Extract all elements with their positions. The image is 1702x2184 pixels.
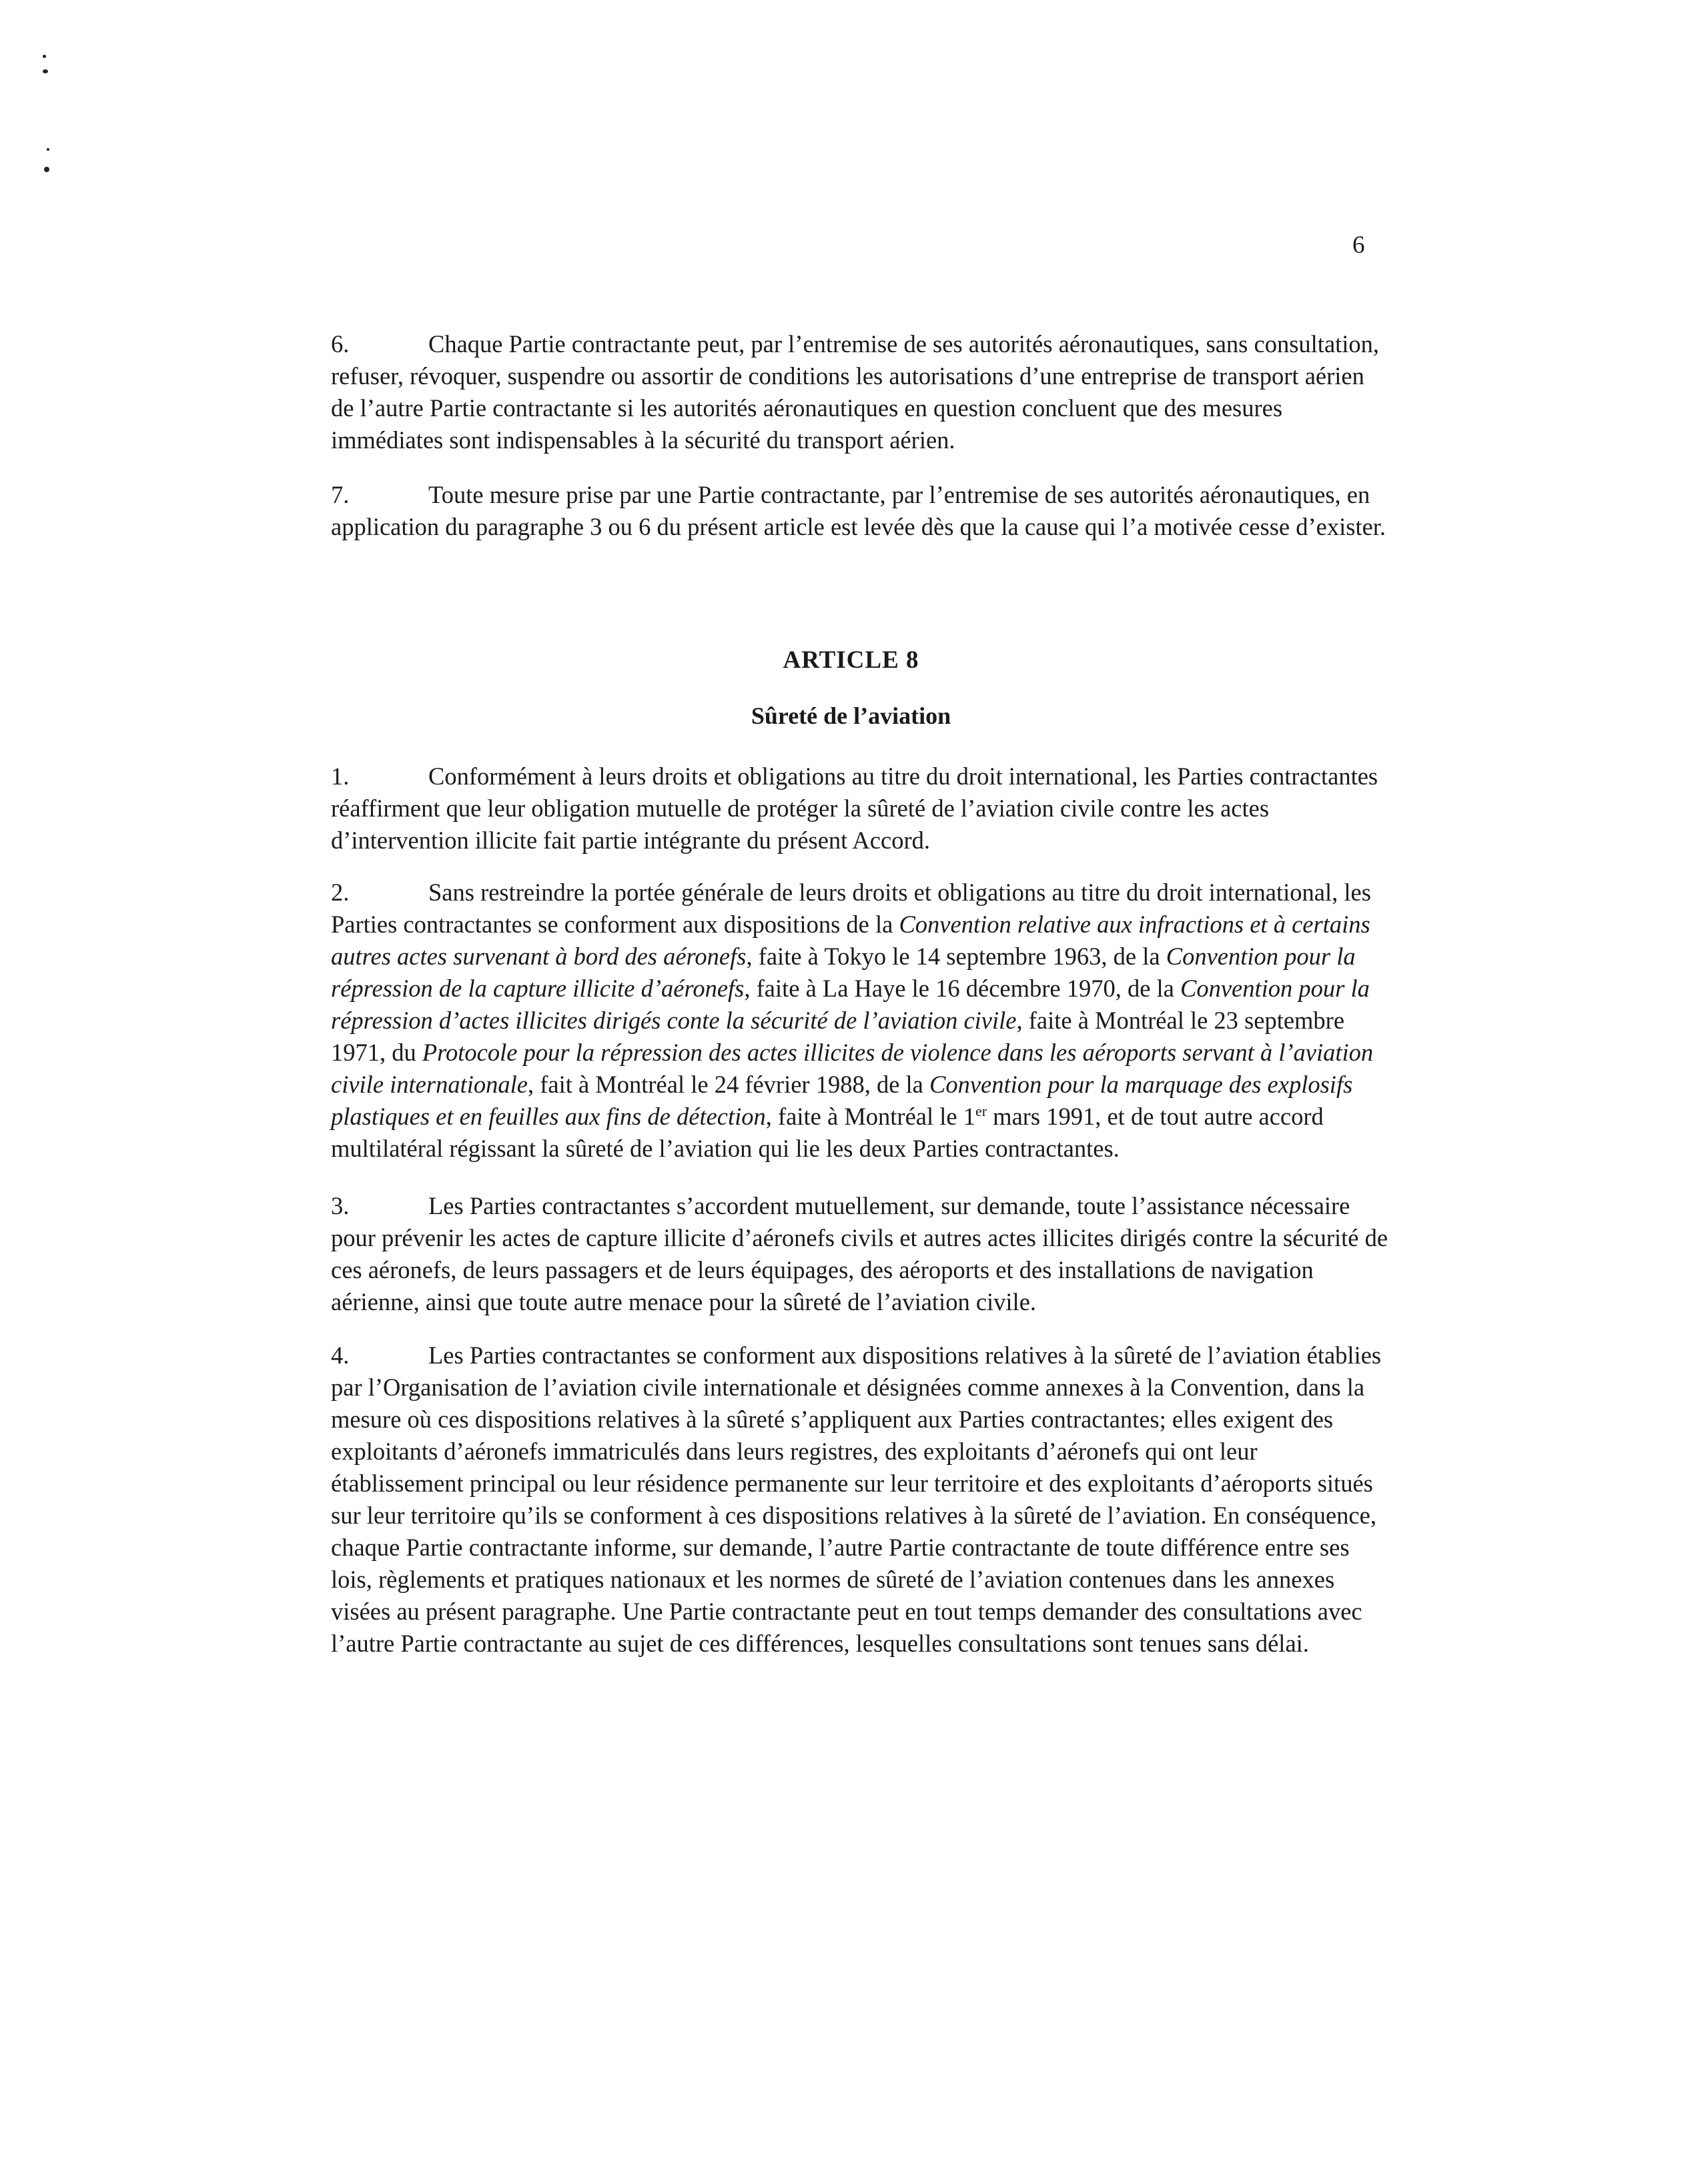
article-subheading: Sûreté de l’aviation <box>751 702 951 729</box>
convention-title: Convention pour la répression d’actes illicites dirigés conte la sécurité de l’aviation civile <box>331 975 1370 1034</box>
paragraph-text <box>331 479 1392 543</box>
scan-mark <box>43 55 46 58</box>
text-segment: , faite à Montréal le 1 <box>765 1103 975 1130</box>
superscript: er <box>975 1102 987 1119</box>
article-heading: ARTICLE 8 <box>783 646 919 674</box>
text-segment: , faite à Tokyo le 14 septembre 1963, de la <box>746 943 1166 970</box>
paragraph-text <box>331 1190 1392 1318</box>
paragraph-text <box>331 760 1392 857</box>
paragraph-body: Toute mesure prise par une Partie contractante, par l’entremise de ses autorités aéronautiques, en application du paragraphe 3 ou 6 du présent article est levée dès que la cause qui l’a motivée cesse d’exister. <box>331 481 1386 540</box>
convention-title: Convention pour la répression de la capture illicite d’aéronefs <box>331 943 1356 1002</box>
convention-title: Convention relative aux infractions et à certains autres actes survenant à bord des aéronefs <box>331 911 1370 970</box>
text-segment: mars 1991, et de tout autre accord multilatéral régissant la sûreté de l’aviation qui lie les deux Parties contractantes. <box>331 1103 1324 1162</box>
scan-mark <box>44 167 49 172</box>
paragraph-body: Les Parties contractantes s’accordent mutuellement, sur demande, toute l’assistance nécessaire pour prévenir les actes de capture illicite d’aéronefs civils et autres actes illicites dirigés contre la sécurité de ces aéronefs, de leurs passagers et de leurs équipages, des aéroports et des installations de navigation aérienne, ainsi que toute autre menace pour la sûreté de l’aviation civile. <box>331 1192 1388 1315</box>
text-segment: , fait à Montréal le 24 février 1988, de la <box>527 1071 929 1098</box>
page-number: 6 <box>1352 231 1365 259</box>
paragraph-text <box>331 1339 1392 1660</box>
paragraph-number: 4. <box>331 1341 350 1369</box>
convention-title: Convention pour la marquage des explosifs plastiques et en feuilles aux fins de détection <box>331 1071 1353 1130</box>
scan-mark <box>47 148 49 151</box>
paragraph-text <box>331 877 1392 1165</box>
paragraph-text <box>331 328 1392 456</box>
paragraph-6 <box>331 328 1392 456</box>
paragraph-body: Conformément à leurs droits et obligations au titre du droit international, les Parties contractantes réaffirment que leur obligation mutuelle de protéger la sûreté de l’aviation civile contre les actes d’intervention illicite fait partie intégrante du présent Accord. <box>331 762 1378 854</box>
paragraph-7 <box>331 479 1392 543</box>
convention-title: Protocole pour la répression des actes illicites de violence dans les aéroports servant à l’aviation civile internationale <box>331 1039 1374 1098</box>
paragraph-body: Les Parties contractantes se conforment aux dispositions relatives à la sûreté de l’aviation établies par l’Organisation de l’aviation civile internationale et désignées comme annexes à la Convention, dans la mesure où ces dispositions relatives à la sûreté s’appliquent aux Parties contractantes; elles exigent des exploitants d’aéronefs immatriculés dans leurs registres, des exploitants d’aéronefs qui ont leur établissement principal ou leur résidence permanente sur leur territoire et des exploitants d’aéroports situés sur leur territoire qu’ils se conforment à ces dispositions relatives à la sûreté de l’aviation. En conséquence, chaque Partie contractante informe, sur demande, l’autre Partie contractante de toute différence entre ses lois, règlements et pratiques nationaux et les normes de sûreté de l’aviation contenues dans les annexes visées au présent paragraphe. Une Partie contractante peut en tout temps demander des consultations avec l’autre Partie contractante au sujet de ces différences, lesquelles consultations sont tenues sans délai. <box>331 1341 1382 1657</box>
paragraph-number: 3. <box>331 1192 350 1219</box>
text-segment: Sans restreindre la portée générale de leurs droits et obligations au titre du droit international, les Parties contractantes se conforment aux dispositions de la <box>331 879 1371 938</box>
paragraph-number: 1. <box>331 762 350 790</box>
article-paragraph-3 <box>331 1190 1392 1318</box>
article-paragraph-1 <box>331 760 1392 857</box>
scan-mark <box>43 69 48 73</box>
paragraph-number: 2. <box>331 879 350 906</box>
paragraph-number: 6. <box>331 330 350 358</box>
paragraph-body <box>331 879 1373 1162</box>
article-paragraph-4 <box>331 1339 1392 1660</box>
paragraph-body: Chaque Partie contractante peut, par l’entremise de ses autorités aéronautiques, sans consultation, refuser, révoquer, suspendre ou assortir de conditions les autorisations d’une entreprise de transport aérien de l’autre Partie contractante si les autorités aéronautiques en question concluent que des mesures immédiates sont indispensables à la sécurité du transport aérien. <box>331 330 1380 454</box>
article-paragraph-2 <box>331 877 1392 1165</box>
text-segment: , faite à Montréal le 23 septembre 1971, du <box>331 1007 1345 1066</box>
text-segment: , faite à La Haye le 16 décembre 1970, de la <box>744 975 1181 1002</box>
paragraph-number: 7. <box>331 481 350 508</box>
